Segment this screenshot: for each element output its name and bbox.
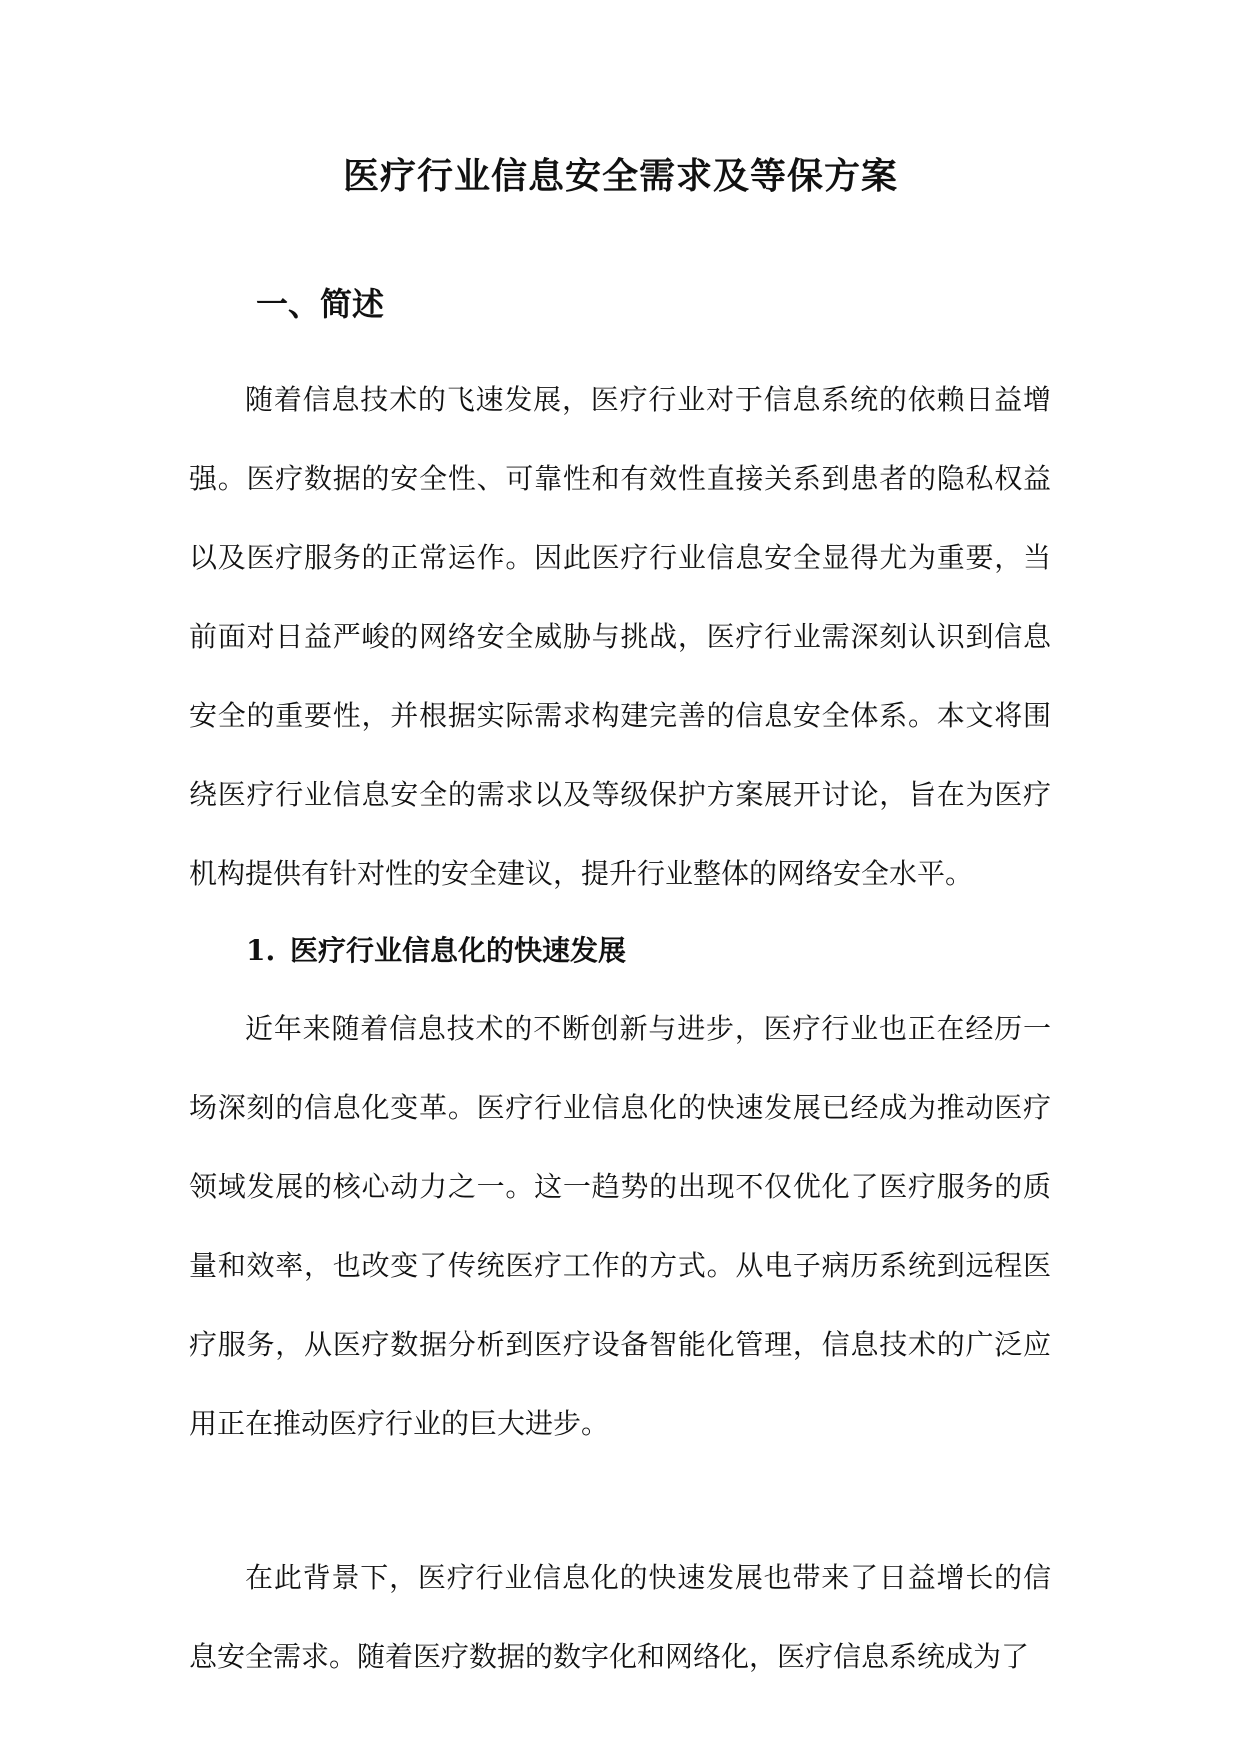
subsection-title: 医疗行业信息化的快速发展 — [290, 934, 627, 967]
overview-paragraph: 随着信息技术的飞速发展，医疗行业对于信息系统的依赖日益增强。医疗数据的安全性、可靠性和有效性直接关系到患者的隐私权益以及医疗服务的正常运作。因此医疗行业信息安全显得尤为重要，当前面对日益严峻的网络安全威胁与挑战，医疗行业需深刻认识到信息安全的重要性，并根据实际需求构建完善的信息安全体系。本文将围绕医疗行业信息安全的需求以及等级保护方案展开讨论，旨在为医疗机构提供有针对性的安全建议，提升行业整体的网络安全水平。 — [189, 383, 1051, 890]
subsection-paragraph-1: 近年来随着信息技术的不断创新与进步，医疗行业也正在经历一场深刻的信息化变革。医疗行业信息化的快速发展已经成为推动医疗领域发展的核心动力之一。这一趋势的出现不仅优化了医疗服务的质量和效率，也改变了传统医疗工作的方式。从电子病历系统到远程医疗服务，从医疗数据分析到医疗设备智能化管理，信息技术的广泛应用正在推动医疗行业的巨大进步。 — [189, 1012, 1051, 1440]
section-heading-overview: 一、简述 — [256, 285, 385, 323]
document-title: 医疗行业信息安全需求及等保方案 — [342, 155, 898, 197]
subsection-number: 1. — [246, 934, 276, 967]
subsection-heading — [246, 931, 626, 971]
subsection-paragraph-2: 在此背景下，医疗行业信息化的快速发展也带来了日益增长的信息安全需求。随着医疗数据的数字化和网络化，医疗信息系统成为了 — [189, 1561, 1051, 1673]
